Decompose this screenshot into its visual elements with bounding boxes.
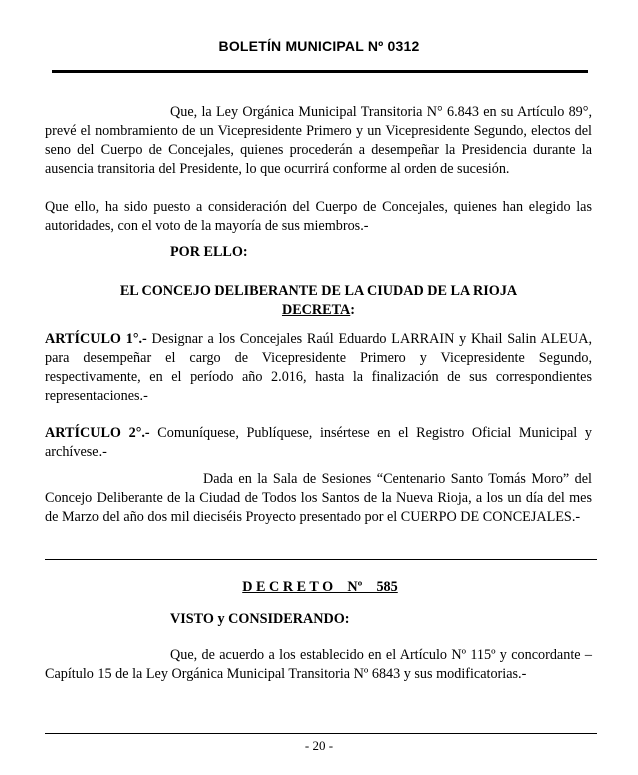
decreta-line xyxy=(45,301,592,320)
decreta-word: DECRETA xyxy=(281,302,351,318)
considerando-paragraph-2: Que ello, ha sido puesto a consideración del Cuerpo de Concejales, quienes han elegido las autoridades, con el voto de la mayoría de sus miembros.- xyxy=(45,199,592,234)
por-ello-heading: POR ELLO: xyxy=(170,244,248,260)
articulo-1-text: Designar a los Concejales Raúl Eduardo LARRAIN y Khail Salin ALEUA, para desempeñar el cargo de Vicepresidente Primero y Vicepresidente Segundo, respectivamente, en el período año 2.016, hasta la finalización de sus correspondientes representaciones.- xyxy=(45,331,592,404)
visto-heading: VISTO y CONSIDERANDO: xyxy=(170,611,350,627)
decreta-colon: : xyxy=(350,302,356,318)
articulo-2-label: ARTÍCULO 2°.- xyxy=(45,425,150,441)
bulletin-title: BOLETÍN MUNICIPAL Nº 0312 xyxy=(218,38,420,54)
concejo-heading xyxy=(45,282,592,320)
footer-rule xyxy=(45,733,597,734)
decreto-considerando-paragraph: Que, de acuerdo a los establecido en el Artículo Nº 115º y concordante – Capítulo 15 de la Ley Orgánica Municipal Transitoria Nº 6843 y sus modificatorias.- xyxy=(45,647,592,682)
page-number: - 20 - xyxy=(304,738,334,753)
articulo-1-label: ARTÍCULO 1°.- xyxy=(45,331,147,347)
articulo-2-text: Comuníquese, Publíquese, insértese en el Registro Oficial Municipal y archívese.- xyxy=(45,425,592,460)
section-divider xyxy=(45,559,597,560)
decreto-label: D E C R E T O Nº 585 xyxy=(242,579,398,595)
header-rule xyxy=(52,70,588,73)
articulo-1 xyxy=(45,330,592,406)
concejo-title: EL CONCEJO DELIBERANTE DE LA CIUDAD DE LA RIOJA xyxy=(119,283,518,299)
dada-paragraph: Dada en la Sala de Sesiones “Centenario Santo Tomás Moro” del Concejo Deliberante de la Ciudad de Todos los Santos de la Nueva Rioja, a los un día del mes de Marzo del año dos mil dieciséis Proyecto presentado por el CUERPO DE CONCEJALES.- xyxy=(45,471,592,525)
considerando-paragraph-1: Que, la Ley Orgánica Municipal Transitoria N° 6.843 en su Artículo 89°, prevé el nombramiento de un Vicepresidente Primero y un Vicepresidente Segundo, electos del seno del Cuerpo de Concejales, quienes procederán a desempeñar la Presidencia durante la ausencia transitoria del Presidente, lo que ocurrirá conforme al orden de sucesión. xyxy=(45,104,592,177)
articulo-2 xyxy=(45,424,592,462)
decreto-number xyxy=(120,578,520,597)
